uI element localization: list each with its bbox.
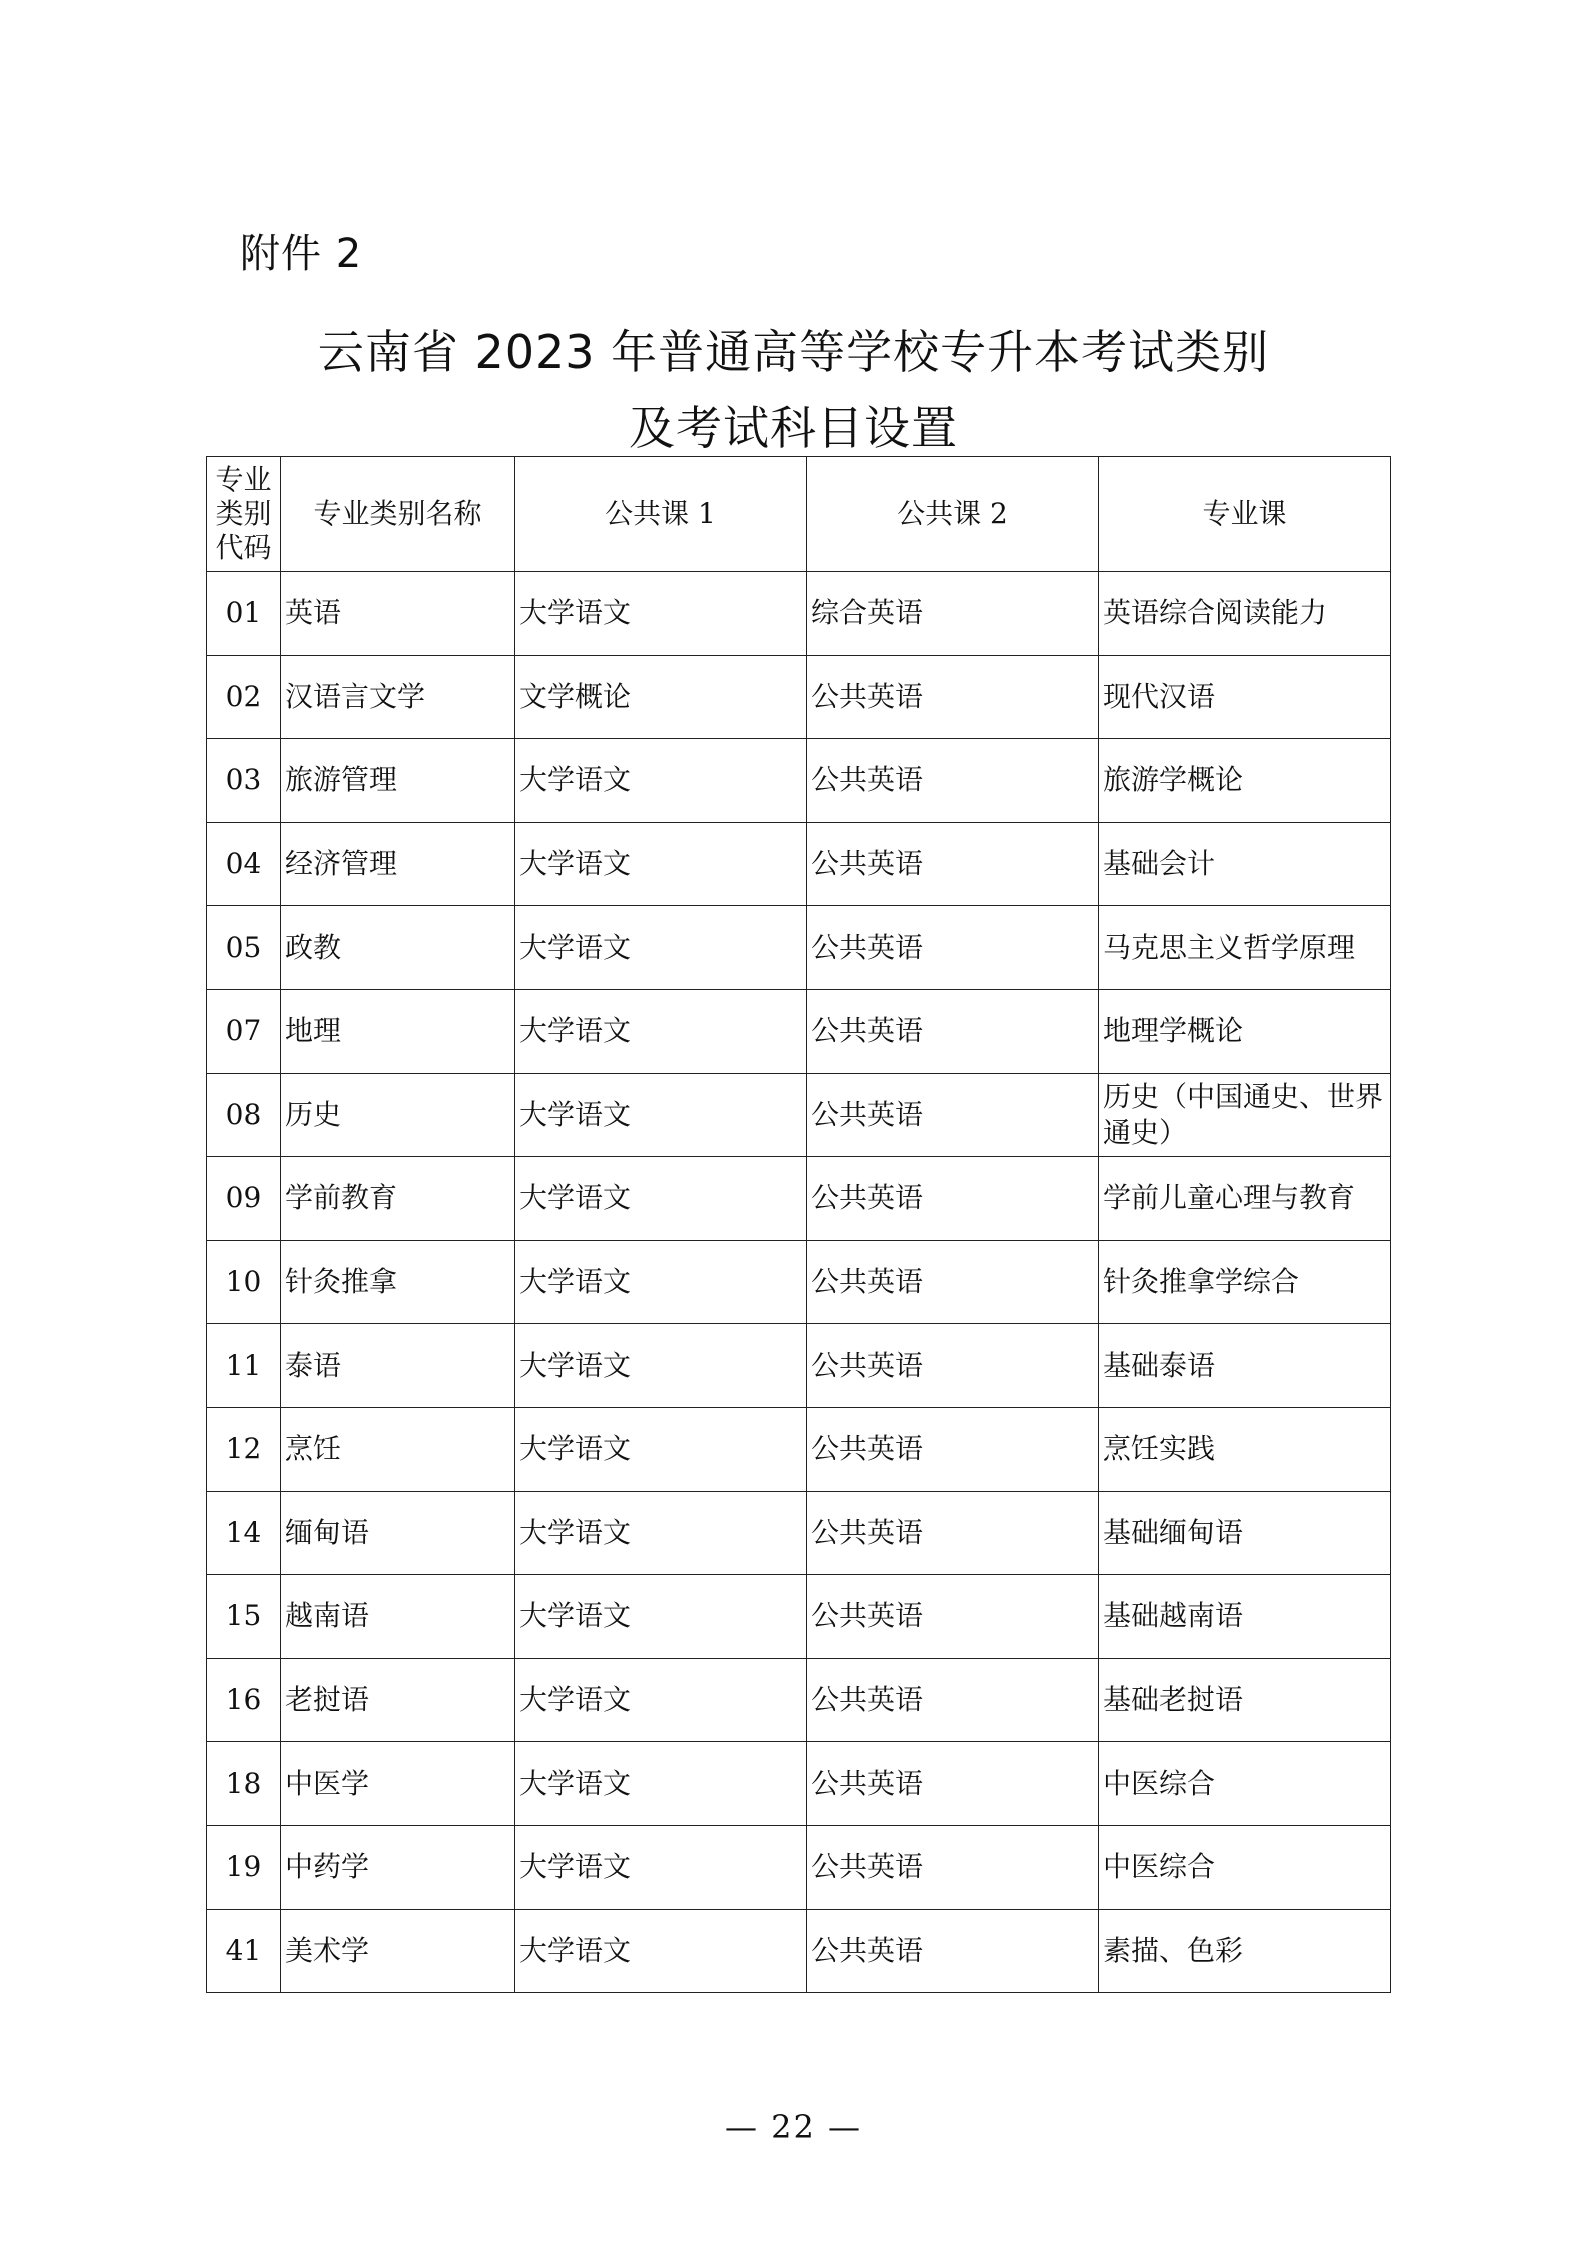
cell-category-code: 16 xyxy=(207,1658,281,1742)
cell-category-code: 08 xyxy=(207,1073,281,1157)
cell-public-course-1: 文学概论 xyxy=(515,655,807,739)
cell-public-course-1: 大学语文 xyxy=(515,1825,807,1909)
table-row xyxy=(207,1491,1391,1575)
cell-public-course-2: 公共英语 xyxy=(807,655,1099,739)
page-title-line-1: 云南省 2023 年普通高等学校专升本考试类别 xyxy=(317,325,1270,379)
cell-public-course-1: 大学语文 xyxy=(515,739,807,823)
cell-category-code: 18 xyxy=(207,1742,281,1826)
cell-category-name: 老挝语 xyxy=(281,1658,515,1742)
cell-public-course-2: 公共英语 xyxy=(807,1324,1099,1408)
cell-public-course-1: 大学语文 xyxy=(515,1407,807,1491)
cell-public-course-2: 公共英语 xyxy=(807,1742,1099,1826)
table-row xyxy=(207,1825,1391,1909)
cell-category-name: 汉语言文学 xyxy=(281,655,515,739)
cell-category-name: 英语 xyxy=(281,572,515,656)
cell-public-course-2: 公共英语 xyxy=(807,1073,1099,1157)
cell-major-course: 现代汉语 xyxy=(1099,655,1391,739)
page-number: — 22 — xyxy=(724,2108,863,2146)
cell-category-code: 01 xyxy=(207,572,281,656)
table-row xyxy=(207,1240,1391,1324)
cell-major-course: 基础老挝语 xyxy=(1099,1658,1391,1742)
cell-major-course: 基础越南语 xyxy=(1099,1575,1391,1659)
cell-public-course-1: 大学语文 xyxy=(515,572,807,656)
cell-category-name: 泰语 xyxy=(281,1324,515,1408)
cell-major-course: 基础泰语 xyxy=(1099,1324,1391,1408)
table-row xyxy=(207,1407,1391,1491)
table-row xyxy=(207,572,1391,656)
cell-category-code: 05 xyxy=(207,906,281,990)
cell-public-course-2: 公共英语 xyxy=(807,1407,1099,1491)
cell-public-course-1: 大学语文 xyxy=(515,1324,807,1408)
cell-major-course: 中医综合 xyxy=(1099,1742,1391,1826)
cell-category-name: 缅甸语 xyxy=(281,1491,515,1575)
header-major-course: 专业课 xyxy=(1099,457,1391,572)
header-public-course-1: 公共课 1 xyxy=(515,457,807,572)
table-row xyxy=(207,1575,1391,1659)
cell-major-course: 学前儿童心理与教育 xyxy=(1099,1157,1391,1241)
cell-public-course-2: 公共英语 xyxy=(807,822,1099,906)
header-public-course-2: 公共课 2 xyxy=(807,457,1099,572)
cell-category-code: 11 xyxy=(207,1324,281,1408)
cell-public-course-2: 公共英语 xyxy=(807,1240,1099,1324)
cell-category-name: 学前教育 xyxy=(281,1157,515,1241)
cell-public-course-2: 公共英语 xyxy=(807,739,1099,823)
cell-category-code: 03 xyxy=(207,739,281,823)
attachment-label: 附件 2 xyxy=(240,231,363,277)
page-title-line-2: 及考试科目设置 xyxy=(629,401,958,455)
cell-public-course-1: 大学语文 xyxy=(515,1575,807,1659)
cell-category-code: 15 xyxy=(207,1575,281,1659)
cell-category-name: 历史 xyxy=(281,1073,515,1157)
cell-major-course: 针灸推拿学综合 xyxy=(1099,1240,1391,1324)
cell-category-name: 越南语 xyxy=(281,1575,515,1659)
cell-public-course-2: 公共英语 xyxy=(807,1575,1099,1659)
cell-major-course: 基础会计 xyxy=(1099,822,1391,906)
cell-public-course-2: 综合英语 xyxy=(807,572,1099,656)
table-row xyxy=(207,1909,1391,1993)
table-row xyxy=(207,1073,1391,1157)
cell-category-code: 41 xyxy=(207,1909,281,1993)
cell-public-course-1: 大学语文 xyxy=(515,1491,807,1575)
cell-major-course: 地理学概论 xyxy=(1099,989,1391,1073)
table-row xyxy=(207,739,1391,823)
cell-category-code: 14 xyxy=(207,1491,281,1575)
cell-major-course: 历史（中国通史、世界通史） xyxy=(1099,1073,1391,1157)
header-category-name: 专业类别名称 xyxy=(281,457,515,572)
cell-public-course-2: 公共英语 xyxy=(807,1491,1099,1575)
cell-public-course-2: 公共英语 xyxy=(807,1658,1099,1742)
cell-public-course-2: 公共英语 xyxy=(807,1157,1099,1241)
cell-category-name: 中药学 xyxy=(281,1825,515,1909)
cell-public-course-1: 大学语文 xyxy=(515,1073,807,1157)
cell-public-course-2: 公共英语 xyxy=(807,1909,1099,1993)
table-header xyxy=(207,457,1391,572)
table-row xyxy=(207,1324,1391,1408)
cell-public-course-2: 公共英语 xyxy=(807,989,1099,1073)
cell-major-course: 素描、色彩 xyxy=(1099,1909,1391,1993)
table-header-row xyxy=(207,457,1391,572)
cell-category-name: 中医学 xyxy=(281,1742,515,1826)
table-row xyxy=(207,906,1391,990)
table-body xyxy=(207,572,1391,1993)
cell-category-name: 旅游管理 xyxy=(281,739,515,823)
table-row xyxy=(207,989,1391,1073)
header-category-code: 专业类别代码 xyxy=(207,457,281,572)
cell-public-course-1: 大学语文 xyxy=(515,1742,807,1826)
cell-category-name: 经济管理 xyxy=(281,822,515,906)
cell-category-code: 12 xyxy=(207,1407,281,1491)
table-row xyxy=(207,1658,1391,1742)
cell-major-course: 烹饪实践 xyxy=(1099,1407,1391,1491)
cell-public-course-1: 大学语文 xyxy=(515,989,807,1073)
cell-major-course: 基础缅甸语 xyxy=(1099,1491,1391,1575)
table-row xyxy=(207,822,1391,906)
cell-category-code: 04 xyxy=(207,822,281,906)
cell-public-course-1: 大学语文 xyxy=(515,1157,807,1241)
cell-major-course: 英语综合阅读能力 xyxy=(1099,572,1391,656)
table-row xyxy=(207,655,1391,739)
cell-major-course: 旅游学概论 xyxy=(1099,739,1391,823)
cell-public-course-2: 公共英语 xyxy=(807,906,1099,990)
cell-category-code: 10 xyxy=(207,1240,281,1324)
cell-category-name: 针灸推拿 xyxy=(281,1240,515,1324)
cell-category-name: 地理 xyxy=(281,989,515,1073)
cell-public-course-2: 公共英语 xyxy=(807,1825,1099,1909)
cell-category-name: 政教 xyxy=(281,906,515,990)
table-row xyxy=(207,1742,1391,1826)
cell-public-course-1: 大学语文 xyxy=(515,906,807,990)
cell-major-course: 中医综合 xyxy=(1099,1825,1391,1909)
cell-major-course: 马克思主义哲学原理 xyxy=(1099,906,1391,990)
cell-category-name: 美术学 xyxy=(281,1909,515,1993)
cell-category-code: 09 xyxy=(207,1157,281,1241)
cell-public-course-1: 大学语文 xyxy=(515,1658,807,1742)
cell-public-course-1: 大学语文 xyxy=(515,1240,807,1324)
table-row xyxy=(207,1157,1391,1241)
cell-category-code: 07 xyxy=(207,989,281,1073)
cell-category-name: 烹饪 xyxy=(281,1407,515,1491)
cell-public-course-1: 大学语文 xyxy=(515,1909,807,1993)
cell-category-code: 02 xyxy=(207,655,281,739)
cell-category-code: 19 xyxy=(207,1825,281,1909)
exam-subjects-table xyxy=(206,456,1391,1993)
cell-public-course-1: 大学语文 xyxy=(515,822,807,906)
